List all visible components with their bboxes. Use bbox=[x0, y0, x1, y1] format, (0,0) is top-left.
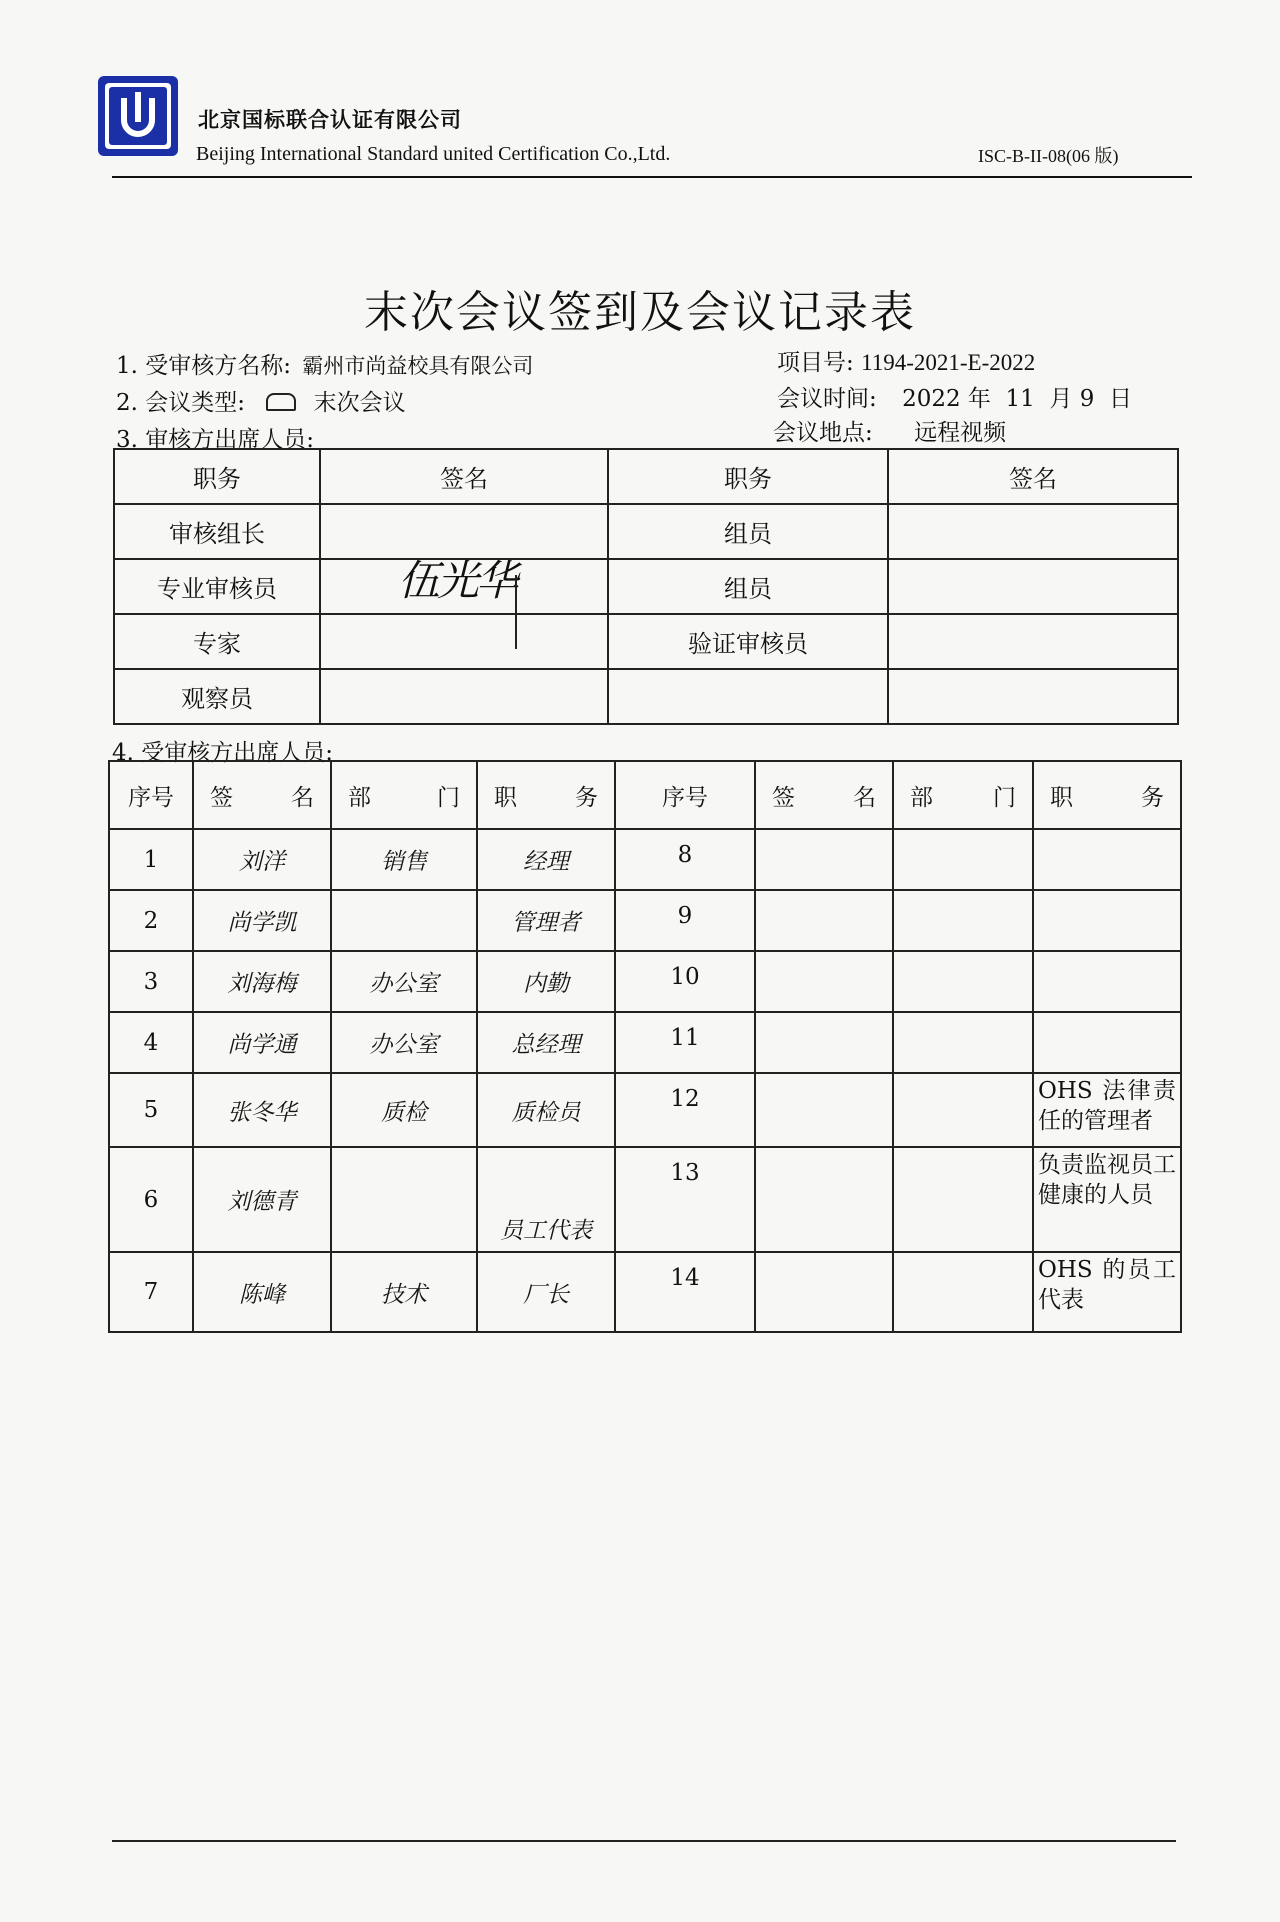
role-cell bbox=[608, 669, 888, 724]
header-dept-a: 部 bbox=[348, 784, 371, 811]
row-number: 6 bbox=[109, 1147, 193, 1252]
header-role bbox=[1033, 761, 1181, 829]
meeting-time-line bbox=[777, 380, 1132, 413]
attendee-role: 管理者 bbox=[477, 890, 615, 951]
attendee-department[interactable] bbox=[893, 951, 1033, 1012]
header-role-a: 职 bbox=[1050, 784, 1073, 811]
header-signature: 签名 bbox=[320, 449, 608, 504]
auditor-attendance-table bbox=[113, 448, 1179, 725]
meeting-time-value: 2022 年 11 月 9 日 bbox=[902, 386, 1132, 412]
attendee-role: 厂长 bbox=[477, 1252, 615, 1332]
attendee-row bbox=[109, 951, 1181, 1012]
attendee-row bbox=[109, 1012, 1181, 1073]
project-label: 项目号: bbox=[777, 350, 854, 376]
auditee-section-label: 4. 受审核方出席人员: bbox=[112, 740, 334, 766]
attendee-signature[interactable] bbox=[755, 1252, 893, 1332]
row-number: 10 bbox=[615, 951, 755, 1012]
attendee-department: 技术 bbox=[331, 1252, 477, 1332]
header-sign-a: 签 bbox=[772, 784, 795, 811]
auditor-row bbox=[114, 669, 1178, 724]
role-cell: 审核组长 bbox=[114, 504, 320, 559]
attendee-signature[interactable] bbox=[755, 1147, 893, 1252]
document-title: 末次会议签到及会议记录表 bbox=[364, 287, 916, 338]
row-number: 1 bbox=[109, 829, 193, 890]
attendee-department: 办公室 bbox=[331, 951, 477, 1012]
attendee-department: 办公室 bbox=[331, 1012, 477, 1073]
row-number: 12 bbox=[615, 1073, 755, 1147]
attendee-role-note bbox=[1033, 829, 1181, 890]
attendee-signature: 尚学凯 bbox=[193, 890, 331, 951]
row-number: 2 bbox=[109, 890, 193, 951]
attendee-department bbox=[331, 890, 477, 951]
attendee-signature: 尚学通 bbox=[193, 1012, 331, 1073]
row-number: 5 bbox=[109, 1073, 193, 1147]
header-role-a: 职 bbox=[494, 784, 517, 811]
header-no: 序号 bbox=[109, 761, 193, 829]
header-signature bbox=[755, 761, 893, 829]
header-sign-b: 名 bbox=[853, 784, 876, 811]
attendee-role-note: OHS 法律责任的管理者 bbox=[1033, 1073, 1181, 1147]
row-number: 3 bbox=[109, 951, 193, 1012]
attendee-department: 销售 bbox=[331, 829, 477, 890]
role-cell: 验证审核员 bbox=[608, 614, 888, 669]
row-number: 7 bbox=[109, 1252, 193, 1332]
signature-stroke bbox=[515, 575, 517, 649]
row-number: 9 bbox=[615, 890, 755, 951]
row-number: 13 bbox=[615, 1147, 755, 1252]
attendee-signature: 刘洋 bbox=[193, 829, 331, 890]
meeting-type-label: 2. 会议类型: bbox=[116, 390, 246, 416]
attendee-role-note: OHS 的员工代表 bbox=[1033, 1252, 1181, 1332]
auditee-value: 霸州市尚益校具有限公司 bbox=[302, 354, 534, 378]
header-sign-b: 名 bbox=[291, 784, 314, 811]
attendee-department: 质检 bbox=[331, 1073, 477, 1147]
form-code: ISC-B-II-08(06 版) bbox=[978, 146, 1119, 166]
row-number: 8 bbox=[615, 829, 755, 890]
attendee-signature[interactable] bbox=[755, 890, 893, 951]
attendee-signature[interactable] bbox=[755, 951, 893, 1012]
header-signature: 签名 bbox=[888, 449, 1178, 504]
header-role bbox=[477, 761, 615, 829]
auditee-attendance-table bbox=[108, 760, 1182, 1333]
attendee-row bbox=[109, 1147, 1181, 1252]
meeting-place-value: 远程视频 bbox=[914, 420, 1007, 446]
meeting-type-line bbox=[116, 384, 406, 417]
header-sign-a: 签 bbox=[210, 784, 233, 811]
role-cell: 专业审核员 bbox=[114, 559, 320, 614]
attendee-department[interactable] bbox=[893, 1147, 1033, 1252]
attendee-department[interactable] bbox=[893, 1012, 1033, 1073]
project-value: 1194-2021-E-2022 bbox=[861, 350, 1036, 375]
company-name-en: Beijing International Standard united Certification Co.,Ltd. bbox=[196, 143, 671, 165]
header-dept-b: 门 bbox=[437, 784, 460, 811]
header-dept-a: 部 bbox=[910, 784, 933, 811]
signature-cell[interactable] bbox=[888, 614, 1178, 669]
role-cell: 观察员 bbox=[114, 669, 320, 724]
header-role-b: 务 bbox=[575, 784, 598, 811]
attendee-role: 员工代表 bbox=[477, 1147, 615, 1252]
row-number: 4 bbox=[109, 1012, 193, 1073]
header-no: 序号 bbox=[615, 761, 755, 829]
auditee-label: 1. 受审核方名称: bbox=[116, 353, 292, 379]
header-role-b: 务 bbox=[1141, 784, 1164, 811]
company-name-cn: 北京国标联合认证有限公司 bbox=[198, 107, 462, 132]
meeting-time-label: 会议时间: bbox=[777, 386, 877, 412]
signature-cell[interactable] bbox=[320, 614, 608, 669]
attendee-department[interactable] bbox=[893, 1073, 1033, 1147]
attendee-role-note bbox=[1033, 951, 1181, 1012]
auditor-section-label: 3. 审核方出席人员: bbox=[116, 427, 315, 453]
attendee-signature: 张冬华 bbox=[193, 1073, 331, 1147]
auditor-row bbox=[114, 504, 1178, 559]
meeting-place-label: 会议地点: bbox=[773, 420, 873, 446]
attendee-row bbox=[109, 1252, 1181, 1332]
header-divider bbox=[112, 176, 1192, 178]
attendee-role-note: 负责监视员工健康的人员 bbox=[1033, 1147, 1181, 1252]
attendee-role-note bbox=[1033, 890, 1181, 951]
row-number: 11 bbox=[615, 1012, 755, 1073]
meeting-icon bbox=[266, 393, 296, 411]
attendee-signature[interactable] bbox=[755, 1073, 893, 1147]
attendee-department[interactable] bbox=[893, 829, 1033, 890]
attendee-department[interactable] bbox=[893, 890, 1033, 951]
attendee-signature: 刘德青 bbox=[193, 1147, 331, 1252]
attendee-role-note bbox=[1033, 1012, 1181, 1073]
auditee-table-header bbox=[109, 761, 1181, 829]
header-department bbox=[331, 761, 477, 829]
attendee-signature: 陈峰 bbox=[193, 1252, 331, 1332]
attendee-department[interactable] bbox=[893, 1252, 1033, 1332]
attendee-role: 质检员 bbox=[477, 1073, 615, 1147]
attendee-role: 内勤 bbox=[477, 951, 615, 1012]
signature-cell[interactable] bbox=[320, 669, 608, 724]
attendee-signature: 刘海梅 bbox=[193, 951, 331, 1012]
auditee-name-line bbox=[116, 347, 533, 380]
footer-divider bbox=[112, 1840, 1176, 1842]
attendee-signature[interactable] bbox=[755, 1012, 893, 1073]
attendee-role: 总经理 bbox=[477, 1012, 615, 1073]
isc-logo-icon bbox=[98, 76, 178, 156]
header-signature bbox=[193, 761, 331, 829]
attendee-row bbox=[109, 890, 1181, 951]
meeting-type-value: 末次会议 bbox=[313, 390, 406, 416]
attendee-department bbox=[331, 1147, 477, 1252]
meeting-place-line bbox=[773, 414, 1006, 447]
header-role: 职务 bbox=[114, 449, 320, 504]
signature-cell[interactable] bbox=[888, 559, 1178, 614]
lead-auditor-signature: 伍光华 bbox=[398, 556, 516, 605]
header-dept-b: 门 bbox=[993, 784, 1016, 811]
role-cell: 专家 bbox=[114, 614, 320, 669]
signature-cell[interactable] bbox=[888, 669, 1178, 724]
attendee-signature[interactable] bbox=[755, 829, 893, 890]
auditor-row bbox=[114, 559, 1178, 614]
attendee-role: 经理 bbox=[477, 829, 615, 890]
attendee-row bbox=[109, 1073, 1181, 1147]
auditor-table-header bbox=[114, 449, 1178, 504]
project-number-line bbox=[777, 344, 1035, 377]
header-department bbox=[893, 761, 1033, 829]
auditor-row bbox=[114, 614, 1178, 669]
attendee-row bbox=[109, 829, 1181, 890]
header-role: 职务 bbox=[608, 449, 888, 504]
role-cell: 组员 bbox=[608, 504, 888, 559]
row-number: 14 bbox=[615, 1252, 755, 1332]
signature-cell[interactable] bbox=[888, 504, 1178, 559]
role-cell: 组员 bbox=[608, 559, 888, 614]
